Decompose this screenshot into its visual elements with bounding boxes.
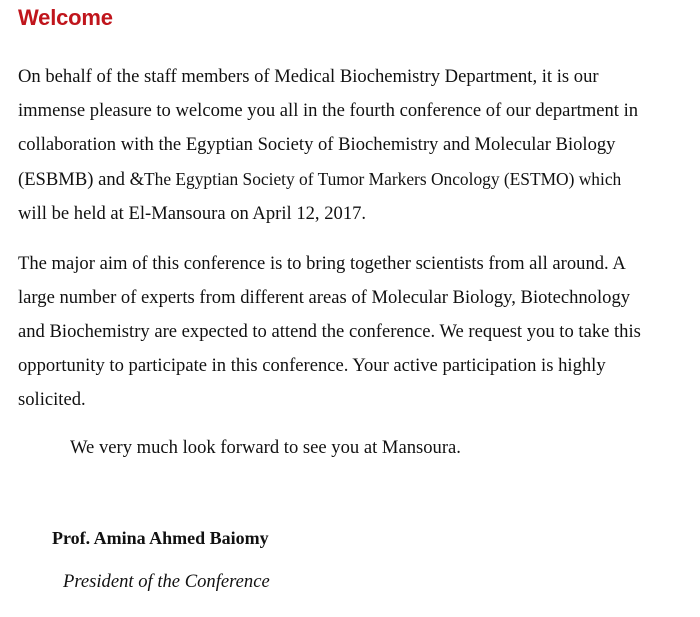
intro-paragraph — [18, 60, 688, 231]
page-title: Welcome — [18, 5, 113, 30]
text-fragment: (ESBMB) and & — [18, 169, 145, 190]
text-fragment-small: The Egyptian Society of Tumor Markers Oncology (ESTMO) which — [144, 169, 622, 189]
aim-paragraph — [18, 247, 688, 417]
text-line: large number of experts from different areas of Molecular Biology, Biotechnology — [18, 287, 631, 308]
text-line: collaboration with the Egyptian Society of Biochemistry and Molecular Biology — [18, 134, 616, 155]
text-line: solicited. — [18, 389, 86, 410]
text-line: and Biochemistry are expected to attend the conference. We request you to take this — [18, 321, 641, 342]
text-line: The major aim of this conference is to bring together scientists from all around. A — [18, 253, 626, 274]
text-line: opportunity to participate in this conference. Your active participation is highly — [18, 355, 606, 376]
text-line: will be held at El-Mansoura on April 12, 2017. — [18, 203, 367, 224]
text-line: On behalf of the staff members of Medical Biochemistry Department, it is our — [18, 66, 599, 87]
closing-line: We very much look forward to see you at Mansoura. — [70, 437, 461, 458]
signer-name: Prof. Amina Ahmed Baiomy — [52, 528, 269, 548]
text-line — [18, 162, 688, 197]
text-line: immense pleasure to welcome you all in the fourth conference of our department in — [18, 100, 639, 121]
signer-title: President of the Conference — [63, 571, 270, 592]
